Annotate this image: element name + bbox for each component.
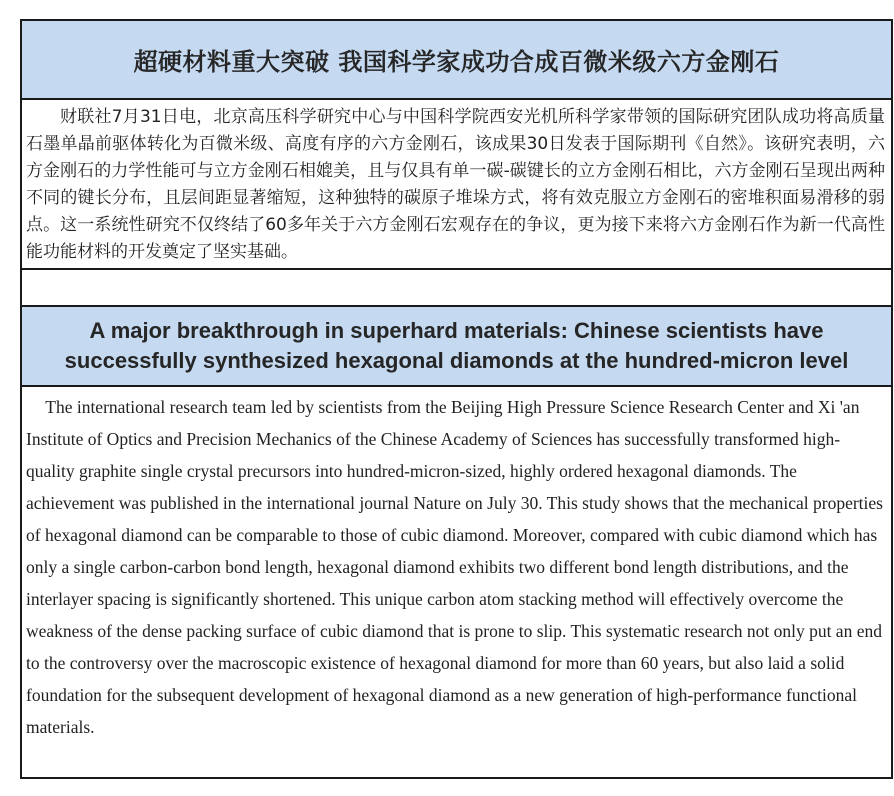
chinese-article-text: 财联社7月31日电，北京高压科学研究中心与中国科学院西安光机所科学家带领的国际研究团队成功将高质量石墨单晶前驱体转化为百微米级、高度有序的六方金刚石，该成果30日发表于国际期刊《自然》。该研究表明，六方金刚石的力学性能可与立方金刚石相媲美，且与仅具有单一碳-碳键长的立方金刚石相比，六方金刚石呈现出两种不同的键长分布，且层间距显著缩短，这种独特的碳原子堆垛方式，将有效克服立方金刚石的密堆积面易滑移的弱点。这一系统性研究不仅终结了60多年关于六方金刚石宏观存在的争议，更为接下来将六方金刚石作为新一代高性能功能材料的开发奠定了坚实基础。	[26, 107, 885, 262]
chinese-body-row	[22, 100, 891, 270]
english-body-row	[22, 387, 891, 777]
empty-separator-row	[22, 270, 891, 307]
chinese-headline: 超硬材料重大突破 我国科学家成功合成百微米级六方金刚石	[133, 48, 780, 76]
bilingual-news-table	[20, 19, 893, 779]
english-article-text: The international research team led by scientists from the Beijing High Pressure Science Research Center and Xi 'an Institute of Optics and Precision Mechanics of the Chinese Academy of Sciences has successfully transformed high-quality graphite single crystal precursors into hundred-micron-sized, highly ordered hexagonal diamonds. The achievement was published in the international journal Nature on July 30. This study shows that the mechanical properties of hexagonal diamond can be comparable to those of cubic diamond. Moreover, compared with cubic diamond which has only a single carbon-carbon bond length, hexagonal diamond exhibits two different bond length distributions, and the interlayer spacing is significantly shortened. This unique carbon atom stacking method will effectively overcome the weakness of the dense packing surface of cubic diamond that is prone to slip. This systematic research not only put an end to the controversy over the macroscopic existence of hexagonal diamond for more than 60 years, but also laid a solid foundation for the subsequent development of hexagonal diamond as a new generation of high-performance functional materials.	[26, 397, 883, 737]
english-title-row	[22, 307, 891, 387]
chinese-title-row	[22, 21, 891, 100]
english-headline: A major breakthrough in superhard materials: Chinese scientists have successfully synthesized hexagonal diamonds at the hundred-micron level	[64, 318, 849, 373]
